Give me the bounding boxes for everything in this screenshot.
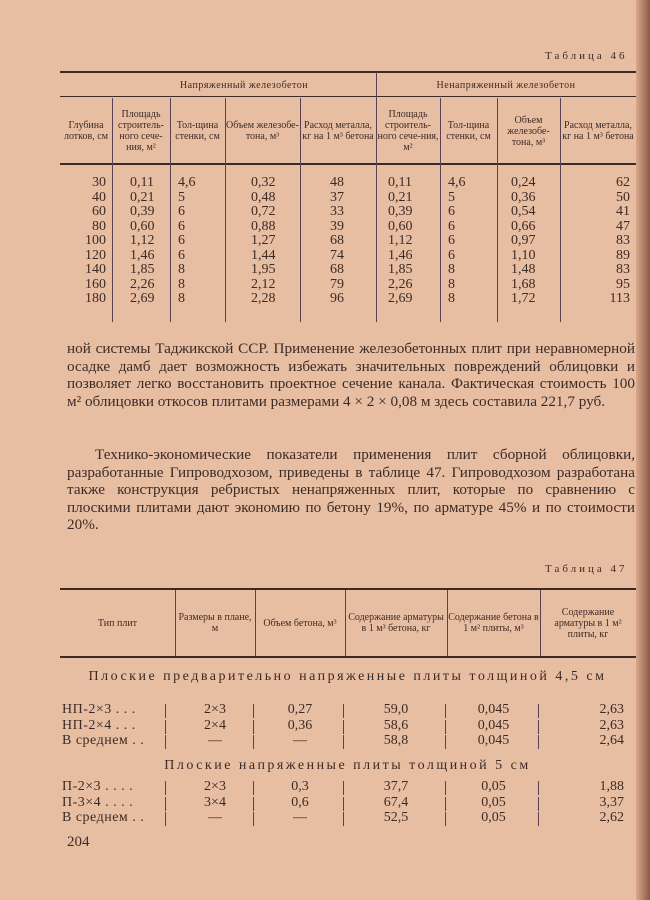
table-cell: 83 [616,262,630,277]
table-cell: 39 [330,218,344,234]
column-divider [445,781,446,795]
column-divider [165,781,166,795]
table-cell: 1,48 [511,262,536,277]
table-cell: 2,26 [388,276,413,292]
rule [60,656,636,658]
column-header: Тип плит [97,617,138,629]
table-cell: 0,97 [511,233,536,248]
table-cell: 0,21 [130,189,155,205]
table-cell: — [293,810,307,825]
table-cell: 0,24 [511,175,536,190]
column-header: Объем бетона, м³ [263,617,337,629]
column-header: Тол-щина стенки, см [175,120,220,142]
table-cell: П-3×4 . . . . [62,794,134,810]
column-header: Глубина лотков, см [63,120,109,142]
table-cell: 0,05 [481,794,506,810]
table-cell: 1,85 [130,262,155,277]
table-cell: 140 [85,262,106,277]
table-cell: 96 [330,291,344,306]
column-divider [538,812,539,826]
table-cell: 79 [330,276,344,292]
paragraph-1: ной системы Таджикской ССР. Применение железобетонных плит при неравномерной осадке дамб дает возможность избежать значительных повреждений облицовки и позволяет легко восстановить проектное сечение канала. Фактическая стоимость 100 м² облицовки откосов плитами размерами 4 × 2 × 0,08 м здесь составила 221,7 руб. [67,340,635,410]
table-cell: 0,88 [251,218,276,234]
table-cell: 67,4 [383,794,409,810]
table-cell: 0,21 [388,189,413,205]
table-cell: 48 [330,175,344,190]
table-cell: 8 [178,291,185,306]
table-cell: 33 [330,204,344,219]
table-cell: 8 [448,276,455,292]
table-cell: 0,6 [291,794,309,810]
column-header: Расход металла, кг на 1 м³ бетона [562,120,634,142]
column-divider [343,704,344,718]
column-divider [538,704,539,718]
table-cell: 40 [92,189,106,205]
table-cell: 2,69 [130,291,155,306]
table-cell: — [293,733,307,748]
table-cell: 4,6 [178,175,196,190]
table-cell: 37,7 [383,779,409,794]
table-cell: 95 [616,276,630,292]
table-cell: 2,28 [251,291,276,306]
table-cell: 0,39 [388,204,413,219]
table-cell: 1,88 [599,779,624,794]
table-cell: 1,12 [388,233,413,248]
table-cell: 41 [616,204,630,219]
table-cell: 3,37 [599,794,624,810]
table-cell: 80 [92,218,106,234]
table-cell: 6 [448,233,455,248]
table-cell: 2×4 [204,717,226,733]
rule [60,588,636,590]
rule [60,71,636,73]
table-46-caption: Таблица 46 [545,50,628,62]
table-cell: 6 [178,233,185,248]
table-cell: 120 [85,247,106,263]
column-divider [165,720,166,734]
column-header: Содержание арматуры в 1 м² плиты, кг [554,606,622,640]
column-divider [538,720,539,734]
table-cell: 8 [448,262,455,277]
table-cell: 0,60 [388,218,413,234]
column-divider [538,781,539,795]
table-cell: 1,68 [511,276,536,292]
column-divider [445,812,446,826]
table-cell: 52,5 [383,810,409,825]
table-cell: 160 [85,276,106,292]
column-divider [165,812,166,826]
table-cell: 0,11 [388,175,412,190]
table-cell: 3×4 [204,794,226,810]
table-cell: 6 [178,247,185,263]
column-divider [165,797,166,811]
table-cell: 6 [448,204,455,219]
table-cell: 0,36 [511,189,536,205]
column-header: Площадь строитель-ного сече-ния, м² [377,109,439,153]
table-cell: 1,85 [388,262,413,277]
column-header: Расход металла, кг на 1 м³ бетона [302,120,374,142]
section-title: Плоские напряженные плиты толщиной 5 см [164,758,531,773]
column-divider [343,797,344,811]
table-47-caption: Таблица 47 [545,563,628,575]
table-cell: 0,36 [287,717,313,733]
group-header: Ненапряженный железобетон [436,79,576,91]
page-number: 204 [67,834,90,850]
column-header: Содержание арматуры в 1 м³ бетона, кг [348,612,444,634]
table-cell: 30 [92,175,106,190]
column-divider [538,797,539,811]
table-cell: 8 [178,262,185,277]
table-cell: 0,66 [511,218,536,234]
rule [60,96,636,97]
table-cell: 2×3 [204,779,226,794]
column-divider [165,735,166,749]
table-cell: 0,11 [130,175,154,190]
table-cell: В среднем . . [62,810,145,825]
table-cell: П-2×3 . . . . [62,779,134,794]
table-cell: 1,44 [251,247,276,263]
table-cell: 1,72 [511,291,536,306]
column-divider [445,735,446,749]
table-cell: 59,0 [383,702,409,717]
paragraph-2: Технико-экономические показатели применения плит сборной облицовки, разработанные Гипроводхозом, приведены в таблице 47. Гипроводхозом разработана также конструкция ребристых ненапряженных плит, которые по сравнению с плоскими плитами дают экономию по бетону 19%, по арматуре 45% и по стоимости 20%. [67,446,635,534]
table-cell: 4,6 [448,175,466,190]
table-cell: В среднем . . [62,733,145,748]
column-divider [445,797,446,811]
table-cell: 83 [616,233,630,248]
table-cell: 60 [92,204,106,219]
table-cell: 0,39 [130,204,155,219]
table-cell: 50 [616,189,630,205]
table-cell: 0,54 [511,204,536,219]
column-divider [253,781,254,795]
table-cell: 0,05 [481,779,506,794]
table-cell: 6 [448,247,455,263]
table-cell: 58,8 [383,733,409,748]
table-cell: 8 [448,291,455,306]
table-cell: 2,63 [599,702,624,717]
table-cell: 0,60 [130,218,155,234]
column-divider [253,720,254,734]
column-divider [445,704,446,718]
table-cell: 0,045 [477,702,510,717]
table-cell: 68 [330,262,344,277]
table-cell: 180 [85,291,106,306]
column-divider [253,735,254,749]
column-header: Тол-щина стенки, см [446,120,491,142]
table-cell: — [208,733,222,748]
table-cell: 0,48 [251,189,276,205]
table-cell: 1,46 [388,247,413,263]
column-header: Площадь строитель-ного сече-ния, м² [118,109,164,153]
table-cell: 100 [85,233,106,248]
column-divider [253,797,254,811]
column-divider [165,704,166,718]
table-cell: 0,05 [481,810,506,825]
table-cell: НП-2×4 . . . [62,717,136,733]
column-divider [343,781,344,795]
table-cell: 68 [330,233,344,248]
table-cell: 58,6 [383,717,409,733]
table-cell: 6 [448,218,455,234]
table-cell: 6 [178,204,185,219]
table-cell: 0,27 [287,702,313,717]
table-cell: 1,10 [511,247,536,263]
table-cell: 8 [178,276,185,292]
column-divider [343,812,344,826]
table-cell: 37 [330,189,344,205]
table-cell: 6 [178,218,185,234]
column-header: Размеры в плане, м [178,612,252,634]
column-header: Объем железобе-тона, м³ [507,114,550,148]
table-cell: 0,72 [251,204,276,219]
column-divider [445,720,446,734]
table-cell: НП-2×3 . . . [62,702,136,717]
table-cell: 2,69 [388,291,413,306]
table-cell: 1,27 [251,233,276,248]
group-header: Напряженный железобетон [179,79,309,91]
book-spine-edge [636,0,650,900]
table-cell: 0,045 [477,733,510,748]
column-header: Содержание бетона в 1 м² плиты, м³ [448,612,539,634]
table-cell: 89 [616,247,630,263]
table-cell: — [208,810,222,825]
column-divider [343,720,344,734]
table-cell: 47 [616,218,630,234]
table-cell: 2,12 [251,276,276,292]
table-cell: 5 [178,189,185,205]
table-cell: 5 [448,189,455,205]
column-divider [343,735,344,749]
table-cell: 2,26 [130,276,155,292]
table-cell: 0,32 [251,175,276,190]
table-cell: 1,95 [251,262,276,277]
column-divider [253,812,254,826]
column-divider [253,704,254,718]
column-divider [538,735,539,749]
table-cell: 1,12 [130,233,155,248]
table-cell: 2×3 [204,702,226,717]
table-cell: 1,46 [130,247,155,263]
table-cell: 2,64 [599,733,624,748]
table-cell: 62 [616,175,630,190]
section-title: Плоские предварительно напряженные плиты толщиной 4,5 см [88,669,607,684]
table-cell: 113 [609,291,630,306]
table-cell: 0,045 [477,717,510,733]
rule [60,163,636,165]
table-cell: 2,63 [599,717,624,733]
table-cell: 2,62 [599,810,624,825]
table-cell: 74 [330,247,344,263]
table-cell: 0,3 [291,779,309,794]
column-header: Объем железобе-тона, м³ [226,120,299,142]
